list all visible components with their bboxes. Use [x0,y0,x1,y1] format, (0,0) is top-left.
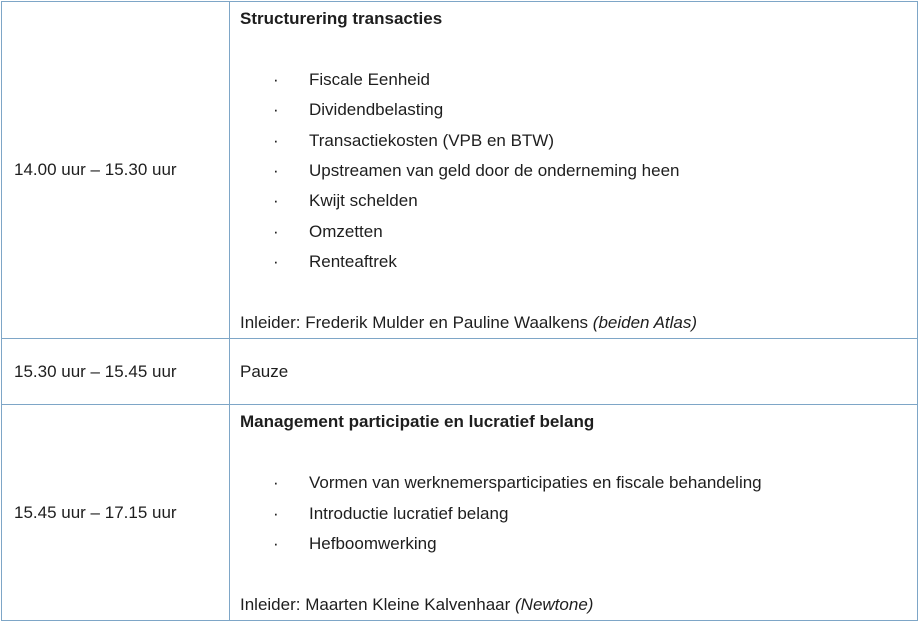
topic-list [240,65,917,278]
spacer [240,278,917,308]
topic-label: Upstreamen van geld door de onderneming heen [309,161,680,181]
speaker-names: Inleider: Frederik Mulder en Pauline Waalkens [240,313,589,333]
spacer [240,559,917,589]
list-item [240,217,917,247]
bullet-icon: · [273,69,279,89]
speaker-line [240,308,917,338]
list-item [240,126,917,156]
topic-label: Introductie lucratief belang [309,503,509,523]
session-time: 15.45 uur – 17.15 uur [2,405,230,621]
list-item [240,529,917,559]
speaker-org: (beiden Atlas) [592,313,698,333]
bullet-icon: · [273,252,279,272]
spacer [240,34,917,64]
bullet-icon: · [273,100,279,120]
topic-label: Fiscale Eenheid [309,69,430,89]
speaker-line [240,590,917,620]
bullet-icon: · [273,161,279,181]
list-item [240,186,917,216]
session-title: Management participatie en lucratief belang [240,412,595,432]
list-item [240,95,917,125]
pause-label: Pauze [240,361,289,381]
list-item [240,156,917,186]
session-title: Structurering transacties [240,9,443,28]
topic-label: Renteaftrek [309,252,397,272]
speaker-names: Inleider: Maarten Kleine Kalvenhaar [240,594,511,614]
list-item [240,468,917,498]
session-row [2,2,918,339]
bullet-icon: · [273,503,279,523]
speaker-org: (Newtone) [515,594,594,614]
program-table [1,1,918,621]
session-time: 15.30 uur – 15.45 uur [2,339,230,405]
session-row [2,405,918,621]
topic-list [240,468,917,559]
bullet-icon: · [273,221,279,241]
topic-label: Omzetten [309,221,383,241]
spacer [240,438,917,468]
topic-label: Dividendbelasting [309,100,444,120]
topic-label: Kwijt schelden [309,191,418,211]
session-row [2,339,918,405]
bullet-icon: · [273,130,279,150]
list-item [240,65,917,95]
topic-label: Vormen van werknemersparticipaties en fiscale behandeling [309,473,762,493]
list-item [240,499,917,529]
session-content [230,2,918,339]
session-time: 14.00 uur – 15.30 uur [2,2,230,339]
bullet-icon: · [273,473,279,493]
topic-label: Hefboomwerking [309,534,437,554]
list-item [240,247,917,277]
session-content [230,405,918,621]
bullet-icon: · [273,534,279,554]
topic-label: Transactiekosten (VPB en BTW) [309,130,555,150]
bullet-icon: · [273,191,279,211]
session-content [230,339,918,405]
